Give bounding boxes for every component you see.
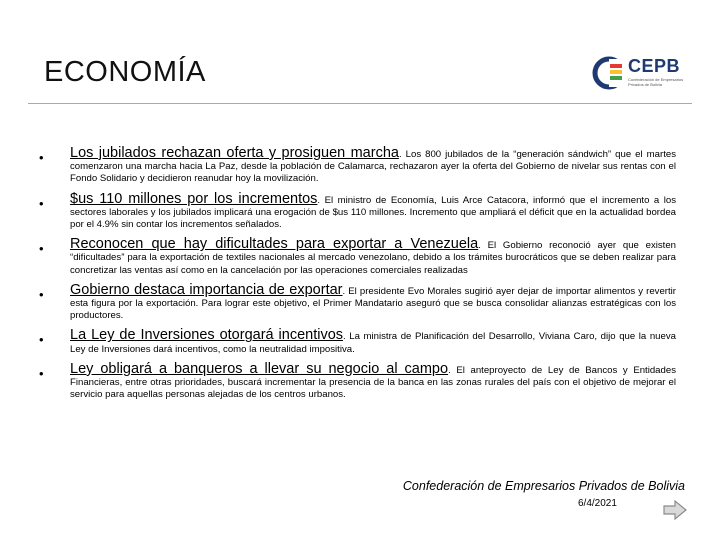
news-headline[interactable]: $us 110 millones por los incrementos: [70, 190, 318, 207]
bullet-icon: •: [39, 150, 44, 165]
news-item: • $us 110 millones por los incrementos. El ministro de Economía, Luis Arce Catacora, informó que el incremento a los sectores laborales y los jubilados implicará una erogación de $us 110 millones. Incremento que ampliará el déficit que en la actualidad bordea por el 4.9% sin contar los incrementos señalados.: [39, 190, 676, 231]
next-slide-arrow-icon[interactable]: [662, 500, 688, 520]
news-body: El presidente Evo Morales sugirió ayer dejar de importar alimentos y revertir esta figura por la exportación. Para lograr este objetivo, el Primer Mandatario aseguró que se busca consolidar alianzas estratégicas con los productores.: [70, 285, 676, 322]
news-headline[interactable]: Los jubilados rechazan oferta y prosiguen marcha: [70, 145, 399, 161]
bullet-icon: •: [39, 332, 44, 348]
news-item: • Ley obligará a banqueros a llevar su negocio al campo. El anteproyecto de Ley de Bancos y Entidades Financieras, entre otras prioridades, buscará incrementar la presencia de la banca en las zonas rurales del país con el objetivo de mejorar el servicio para aquellas personas alejadas de los centros urbanos.: [39, 360, 676, 401]
logo-subtitle: Confederación de Empresarios Privados de Bolivia: [628, 77, 684, 87]
news-headline[interactable]: La Ley de Inversiones otorgará incentivos: [70, 327, 344, 344]
bullet-icon: •: [39, 241, 44, 257]
news-headline[interactable]: Ley obligará a banqueros a llevar su negocio al campo: [70, 360, 449, 377]
bullet-icon: •: [39, 286, 44, 302]
news-body: El Gobierno reconoció ayer que existen “dificultades” para la exportación de textiles nacionales al mercado venezolano, debido a los trámites burocráticos que se deben realizar para concretizar las ventas así como en la cancelación por las operaciones comerciales realizadas: [70, 240, 676, 276]
news-item: • Reconocen que hay dificultades para exportar a Venezuela. El Gobierno reconoció ayer que existen “dificultades” para la exportación de textiles nacionales al mercado venezolano, debido a los trámites burocráticos que se deben realizar para concretizar las ventas así como en la cancelación por las operaciones comerciales realizadas: [39, 236, 676, 276]
news-body: Los 800 jubilados de la “generación sándwich” que el martes comenzaron una marcha hacia La Paz, desde la población de Calamarca, rechazaron ayer la oferta del Gobierno de nivelar sus rentas con el Fondo Solidario y decidieron reanudar hoy la movilización.: [70, 149, 676, 185]
news-body: El anteproyecto de Ley de Bancos y Entidades Financieras, entre otras prioridades, buscará incrementar la presencia de la banca en las zonas rurales del país con el objetivo de mejorar el servicio para aquellas personas alejadas de los centros urbanos.: [70, 364, 676, 401]
news-body: La ministra de Planificación del Desarrollo, Viviana Caro, dijo que la nueva Ley de Inversiones dará incentivos, como la neutralidad impositiva.: [70, 331, 676, 355]
page-title: ECONOMÍA: [44, 56, 206, 88]
news-list: [39, 145, 676, 408]
footer-organization: Confederación de Empresarios Privados de Bolivia: [402, 479, 685, 493]
news-headline[interactable]: Gobierno destaca importancia de exportar: [70, 281, 343, 298]
footer-date: 6/4/2021: [578, 498, 617, 509]
bullet-icon: •: [39, 195, 44, 211]
cepb-emblem-icon: [592, 56, 626, 90]
news-body: El ministro de Economía, Luis Arce Catacora, informó que el incremento a los sectores laborales y los jubilados implicará una erogación de $us 110 millones. Incremento que ampliará el déficit que en la actualidad bordea por el 4.9% sin contar los incrementos señalados.: [70, 194, 676, 231]
news-item: • Los jubilados rechazan oferta y prosiguen marcha. Los 800 jubilados de la “generación sándwich” que el martes comenzaron una marcha hacia La Paz, desde la población de Calamarca, rechazaron ayer la oferta del Gobierno de nivelar sus rentas con el Fondo Solidario y decidieron reanudar hoy la movilización.: [39, 145, 676, 185]
logo-text: CEPB: [628, 56, 681, 76]
news-headline[interactable]: Reconocen que hay dificultades para exportar a Venezuela: [70, 236, 479, 253]
news-item: • Gobierno destaca importancia de exportar. El presidente Evo Morales sugirió ayer dejar de importar alimentos y revertir esta figura por la exportación. Para lograr este objetivo, el Primer Mandatario aseguró que se busca consolidar alianzas estratégicas con los productores.: [39, 281, 676, 322]
cepb-logo: [592, 56, 702, 92]
title-divider: [28, 103, 692, 104]
bullet-icon: •: [39, 365, 44, 381]
news-item: • La Ley de Inversiones otorgará incentivos. La ministra de Planificación del Desarrollo, Viviana Caro, dijo que la nueva Ley de Inversiones dará incentivos, como la neutralidad impositiva.: [39, 327, 676, 355]
